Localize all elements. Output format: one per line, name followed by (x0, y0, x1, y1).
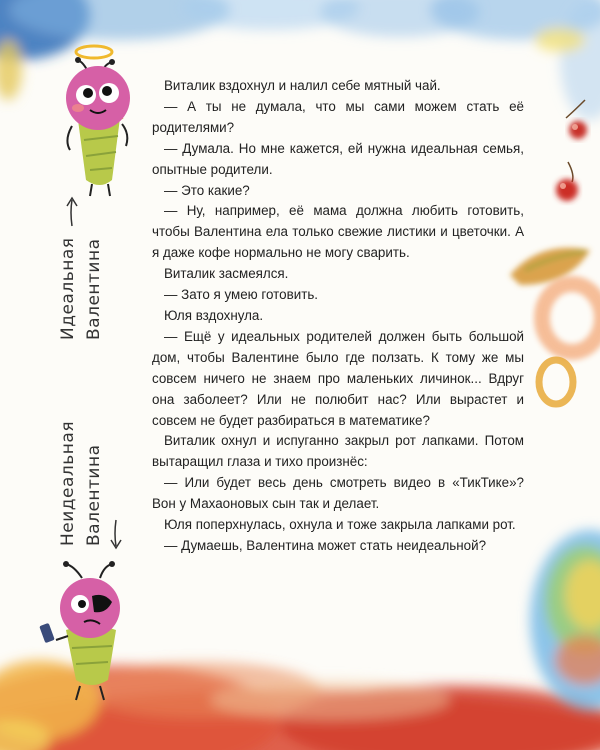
paragraph: — Думаешь, Валентина может стать неидеальной? (164, 537, 487, 553)
cherry-middle (556, 162, 578, 201)
paragraph: Юля поперхнулась, охнула и тоже закрыла лапками рот. (164, 517, 516, 533)
paragraph: — Думала. Но мне кажется, ей нужна идеальная семья, опытные родители. (152, 140, 524, 177)
arrow-up-icon (67, 198, 77, 226)
caption-ideal-line1: Идеальная (58, 237, 78, 340)
paragraph: — Ну, например, её мама должна любить готовить, чтобы Валентина ела только свежие листики и цветочки. А я даже кофе нормально не могу сварить. (152, 203, 524, 261)
paragraph: — Или будет весь день смотреть видео в «ТикТике»? Вон у Махаоновых сын так и делает. (152, 475, 524, 512)
caption-ideal-line2: Валентина (84, 238, 104, 340)
paragraph: — Это какие? (164, 182, 250, 198)
paragraph: Виталик засмеялся. (164, 266, 289, 282)
paragraph: Виталик вздохнул и налил себе мятный чай. (164, 78, 441, 93)
paragraph: — Ещё у идеальных родителей должен быть большой дом, чтобы Валентине было где ползать. К тому же мы совсем ничего не знаем про маленьких личинок... Вдруг она заболеет? Или не полюбит нас? Или вырастет и совсем не будет разбираться в математике? (152, 328, 524, 428)
donut-small (539, 360, 573, 404)
caption-nonideal-line1: Неидеальная (58, 420, 78, 546)
paragraph: Юля вздохнула. (164, 307, 264, 323)
ideal-valentina-illustration (66, 46, 130, 196)
donut-large (542, 284, 600, 352)
paragraph: Виталик охнул и испуганно закрыл рот лапками. Потом вытаращил глаза и тихо произнёс: (152, 433, 524, 470)
arrow-down-icon (111, 520, 121, 548)
rainbow-blob (530, 530, 600, 710)
paragraph: — А ты не думала, что мы сами можем стать её родителями? (152, 98, 524, 135)
paragraph: — Зато я умею готовить. (164, 287, 319, 303)
story-text (152, 76, 524, 557)
caption-nonideal-line2: Валентина (84, 444, 104, 546)
